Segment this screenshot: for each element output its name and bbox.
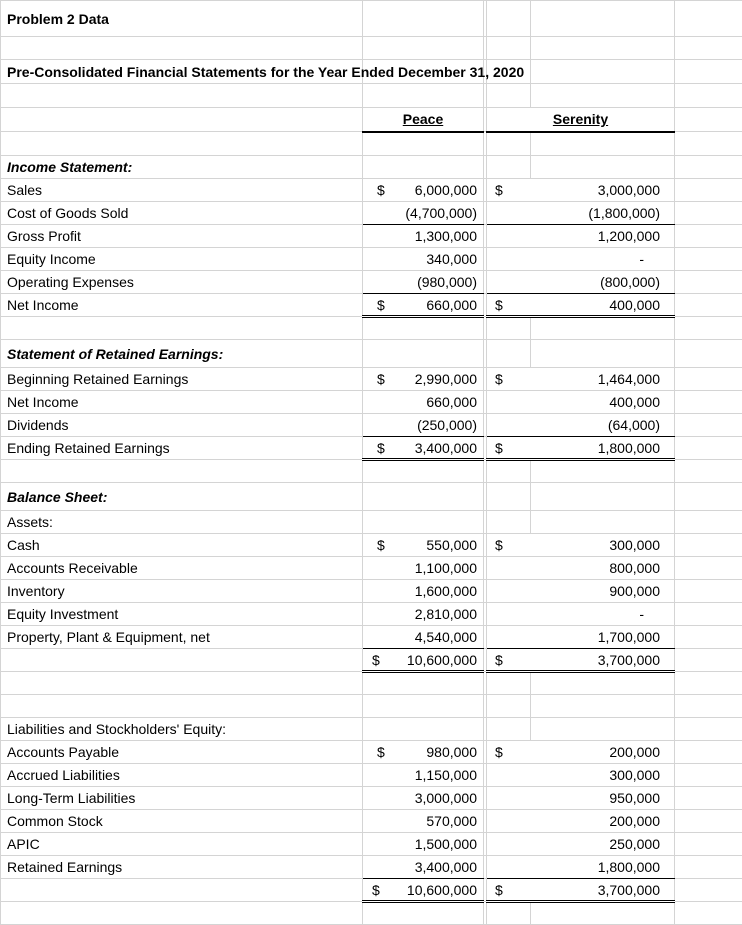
amount-cell[interactable]: 6,000,000 <box>369 180 477 200</box>
row-label[interactable]: APIC <box>1 833 363 856</box>
amount-cell[interactable]: 1,600,000 <box>369 581 477 601</box>
balance-sheet-heading[interactable]: Balance Sheet: <box>1 483 363 511</box>
table-row <box>1 202 742 225</box>
amount-cell[interactable]: 950,000 <box>493 788 668 808</box>
amount-cell[interactable]: 800,000 <box>493 558 668 578</box>
amount-cell[interactable]: 10,600,000 <box>369 880 477 900</box>
amount-cell[interactable]: (4,700,000) <box>369 203 477 223</box>
income-statement-heading[interactable]: Income Statement: <box>1 156 363 179</box>
amount-cell[interactable]: 250,000 <box>493 834 668 854</box>
amount-cell[interactable]: 10,600,000 <box>369 650 477 670</box>
amount-cell[interactable]: 660,000 <box>369 392 477 412</box>
amount-cell[interactable]: 2,990,000 <box>369 369 477 389</box>
retained-earnings-heading[interactable]: Statement of Retained Earnings: <box>1 340 363 368</box>
row-label[interactable]: Dividends <box>1 414 363 437</box>
amount-cell[interactable]: 340,000 <box>369 249 477 269</box>
currency-symbol: $ <box>495 438 503 458</box>
amount-cell[interactable]: 1,800,000 <box>493 857 668 877</box>
amount-cell[interactable]: 3,400,000 <box>369 857 477 877</box>
sheet-title[interactable]: Problem 2 Data <box>1 1 363 37</box>
table-row <box>1 179 742 202</box>
column-header-peace[interactable]: Peace <box>363 108 484 132</box>
row-label[interactable]: Beginning Retained Earnings <box>1 368 363 391</box>
row-label[interactable]: Cash <box>1 534 363 557</box>
amount-cell[interactable]: 300,000 <box>493 765 668 785</box>
amount-cell[interactable]: 1,200,000 <box>493 226 668 246</box>
total-row <box>1 879 742 902</box>
table-row <box>1 810 742 833</box>
table-row: Equity Income 340,000 - <box>1 248 742 271</box>
amount-cell[interactable]: 1,700,000 <box>493 627 668 647</box>
table-row <box>1 741 742 764</box>
table-row: Equity Investment 2,810,000 - <box>1 603 742 626</box>
row-label[interactable]: Ending Retained Earnings <box>1 437 363 460</box>
table-row <box>1 787 742 810</box>
amount-cell[interactable]: 2,810,000 <box>369 604 477 624</box>
amount-cell[interactable]: (250,000) <box>369 415 477 435</box>
amount-cell[interactable]: 3,700,000 <box>493 880 668 900</box>
amount-cell[interactable]: (64,000) <box>493 415 668 435</box>
row-label[interactable]: Sales <box>1 179 363 202</box>
amount-cell[interactable]: 1,300,000 <box>369 226 477 246</box>
statement-subtitle[interactable]: Pre-Consolidated Financial Statements for the Year Ended December 31, 2020 <box>1 60 363 84</box>
currency-symbol: $ <box>377 535 385 555</box>
table-row <box>1 368 742 391</box>
table-row <box>1 764 742 787</box>
currency-symbol: $ <box>372 650 380 670</box>
liabilities-label[interactable]: Liabilities and Stockholders' Equity: <box>1 718 363 741</box>
amount-cell[interactable]: 980,000 <box>369 742 477 762</box>
currency-symbol: $ <box>495 180 503 200</box>
amount-cell[interactable]: 300,000 <box>493 535 668 555</box>
currency-symbol: $ <box>495 650 503 670</box>
amount-cell[interactable]: (980,000) <box>369 272 477 292</box>
amount-cell[interactable]: 3,400,000 <box>369 438 477 458</box>
amount-cell[interactable]: 900,000 <box>493 581 668 601</box>
row-label[interactable]: Equity Income <box>1 248 363 271</box>
table-row <box>1 833 742 856</box>
row-label[interactable]: Cost of Goods Sold <box>1 202 363 225</box>
table-row <box>1 437 742 460</box>
amount-cell[interactable]: (1,800,000) <box>493 203 668 223</box>
amount-cell[interactable]: 570,000 <box>369 811 477 831</box>
amount-cell[interactable]: 1,464,000 <box>493 369 668 389</box>
currency-symbol: $ <box>372 880 380 900</box>
currency-symbol: $ <box>377 369 385 389</box>
row-label[interactable]: Inventory <box>1 580 363 603</box>
row-label[interactable]: Equity Investment <box>1 603 363 626</box>
currency-symbol: $ <box>377 742 385 762</box>
row-label[interactable]: Net Income <box>1 294 363 317</box>
amount-cell[interactable]: 3,000,000 <box>369 788 477 808</box>
amount-cell[interactable]: 660,000 <box>369 295 477 315</box>
amount-cell[interactable]: 1,500,000 <box>369 834 477 854</box>
table-row <box>1 271 742 294</box>
table-row <box>1 580 742 603</box>
table-row <box>1 856 742 879</box>
currency-symbol: $ <box>495 880 503 900</box>
amount-cell[interactable]: 400,000 <box>493 392 668 412</box>
amount-cell[interactable]: 4,540,000 <box>369 627 477 647</box>
amount-cell[interactable]: 1,100,000 <box>369 558 477 578</box>
table-row <box>1 225 742 248</box>
column-header-serenity[interactable]: Serenity <box>487 109 674 129</box>
currency-symbol: $ <box>495 295 503 315</box>
row-label[interactable]: Property, Plant & Equipment, net <box>1 626 363 649</box>
currency-symbol: $ <box>495 535 503 555</box>
amount-cell[interactable]: 200,000 <box>493 811 668 831</box>
currency-symbol: $ <box>377 180 385 200</box>
currency-symbol: $ <box>495 369 503 389</box>
currency-symbol: $ <box>377 295 385 315</box>
amount-cell[interactable]: 1,150,000 <box>369 765 477 785</box>
table-row <box>1 414 742 437</box>
amount-cell[interactable]: (800,000) <box>493 272 668 292</box>
table-row <box>1 626 742 649</box>
amount-cell[interactable]: 1,800,000 <box>493 438 668 458</box>
assets-label[interactable]: Assets: <box>1 511 363 534</box>
currency-symbol: $ <box>377 438 385 458</box>
amount-cell[interactable]: 200,000 <box>493 742 668 762</box>
amount-cell[interactable]: 400,000 <box>493 295 668 315</box>
table-row <box>1 294 742 317</box>
row-label[interactable]: Net Income <box>1 391 363 414</box>
row-label[interactable]: Accrued Liabilities <box>1 764 363 787</box>
row-label[interactable]: Accounts Receivable <box>1 557 363 580</box>
currency-symbol: $ <box>495 742 503 762</box>
amount-cell[interactable]: 550,000 <box>369 535 477 555</box>
row-label[interactable]: Operating Expenses <box>1 271 363 294</box>
row-label[interactable]: Gross Profit <box>1 225 363 248</box>
table-row <box>1 391 742 414</box>
total-row <box>1 649 742 672</box>
row-label[interactable]: Long-Term Liabilities <box>1 787 363 810</box>
amount-cell[interactable]: 3,700,000 <box>493 650 668 670</box>
row-label[interactable]: Common Stock <box>1 810 363 833</box>
row-label[interactable]: Retained Earnings <box>1 856 363 879</box>
amount-cell[interactable]: 3,000,000 <box>493 180 668 200</box>
row-label[interactable]: Accounts Payable <box>1 741 363 764</box>
table-row <box>1 534 742 557</box>
table-row <box>1 557 742 580</box>
